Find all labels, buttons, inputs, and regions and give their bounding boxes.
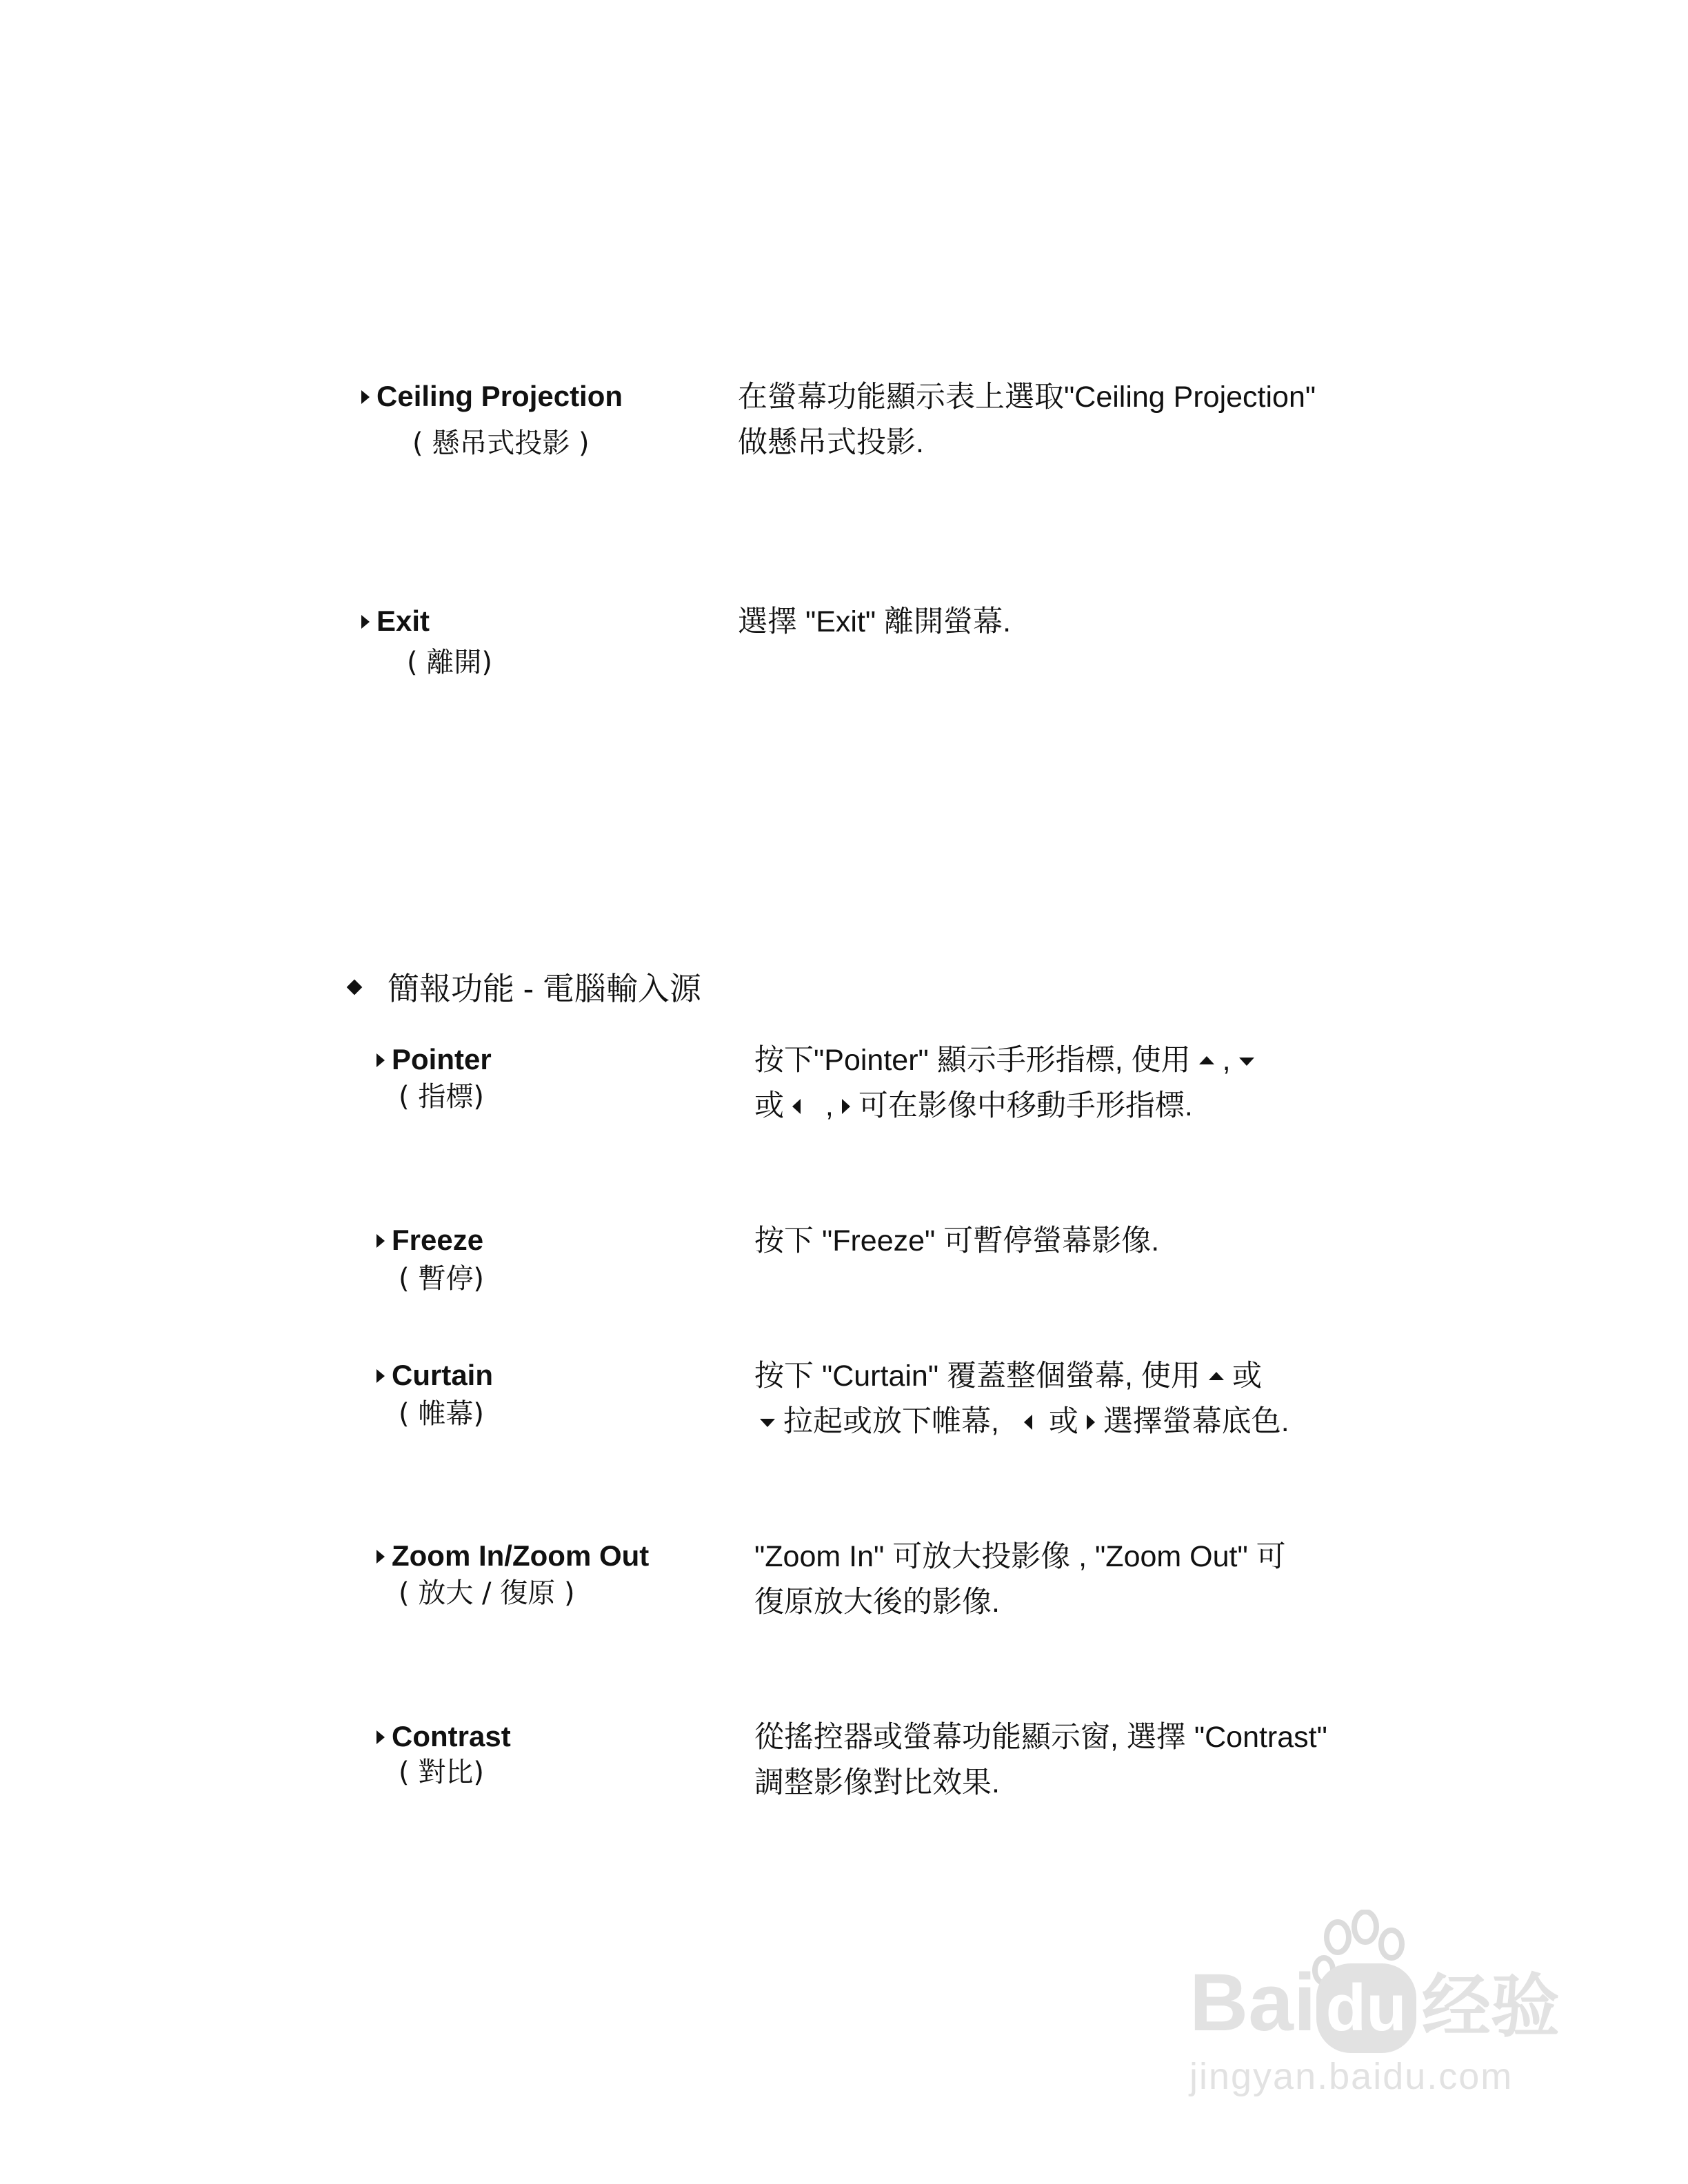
triangle-right-icon [376,1053,385,1067]
contrast-subtitle: ( 對比) [399,1757,484,1788]
exit-term: Exit [361,604,430,638]
freeze-subtitle: ( 暫停) [399,1263,484,1295]
triangle-right-icon [376,1550,385,1564]
triangle-right-icon [376,1234,385,1248]
watermark-url: jingyan.baidu.com [1189,2056,1514,2097]
arrow-up-icon [1209,1372,1224,1380]
exit-subtitle: ( 離開) [407,647,492,678]
curtain-term: Curtain [376,1358,493,1393]
arrow-left-icon [1024,1415,1032,1430]
pointer-desc-line2: 或 , 可在影像中移動手形指標. [754,1089,1193,1122]
arrow-right-icon [842,1099,850,1114]
curtain-desc-line2: 拉起或放下帷幕, 或 選擇螢幕底色. [754,1399,1289,1444]
contrast-desc-line2: 調整影像對比效果. [754,1766,1000,1799]
exit-desc: 選擇 "Exit" 離開螢幕. [738,605,1012,638]
ceiling-projection-subtitle: ( 懸吊式投影 ) [412,427,590,459]
bullet-diamond-icon [347,980,363,995]
arrow-up-icon [1199,1056,1214,1064]
freeze-term: Freeze [376,1223,483,1257]
arrow-right-icon [1087,1415,1095,1430]
pointer-subtitle: ( 指標) [399,1081,484,1113]
ceiling-projection-desc-line1: 在螢幕功能顯示表上選取"Ceiling Projection" [738,381,1316,414]
triangle-right-icon [376,1730,385,1744]
ceiling-projection-term: Ceiling Projection [361,379,623,414]
pointer-term: Pointer [376,1042,492,1077]
triangle-right-icon [361,615,370,629]
zoom-subtitle: ( 放大 / 復原 ) [399,1577,575,1609]
zoom-term: Zoom In/Zoom Out [376,1539,649,1573]
triangle-right-icon [361,390,370,404]
triangle-right-icon [376,1369,385,1383]
contrast-term: Contrast [376,1719,511,1754]
zoom-desc-line1: "Zoom In" 可放大投影像 , "Zoom Out" 可 [754,1540,1286,1573]
contrast-desc-line1: 從搖控器或螢幕功能顯示窗, 選擇 "Contrast" [754,1721,1327,1754]
pointer-desc-line1: 按下"Pointer" 顯示手形指標, 使用 , [754,1038,1263,1083]
section-heading: 簡報功能 - 電腦輸入源 [388,971,701,1007]
arrow-down-icon [1239,1058,1254,1066]
curtain-desc-line1: 按下 "Curtain" 覆蓋整個螢幕, 使用 或 [754,1359,1262,1393]
ceiling-projection-desc-line2: 做懸吊式投影. [738,426,924,459]
freeze-desc: 按下 "Freeze" 可暫停螢幕影像. [754,1224,1160,1257]
arrow-left-icon [792,1099,801,1114]
arrow-down-icon [760,1419,775,1427]
zoom-desc-line2: 復原放大後的影像. [754,1586,1000,1619]
curtain-subtitle: ( 帷幕) [399,1398,484,1430]
